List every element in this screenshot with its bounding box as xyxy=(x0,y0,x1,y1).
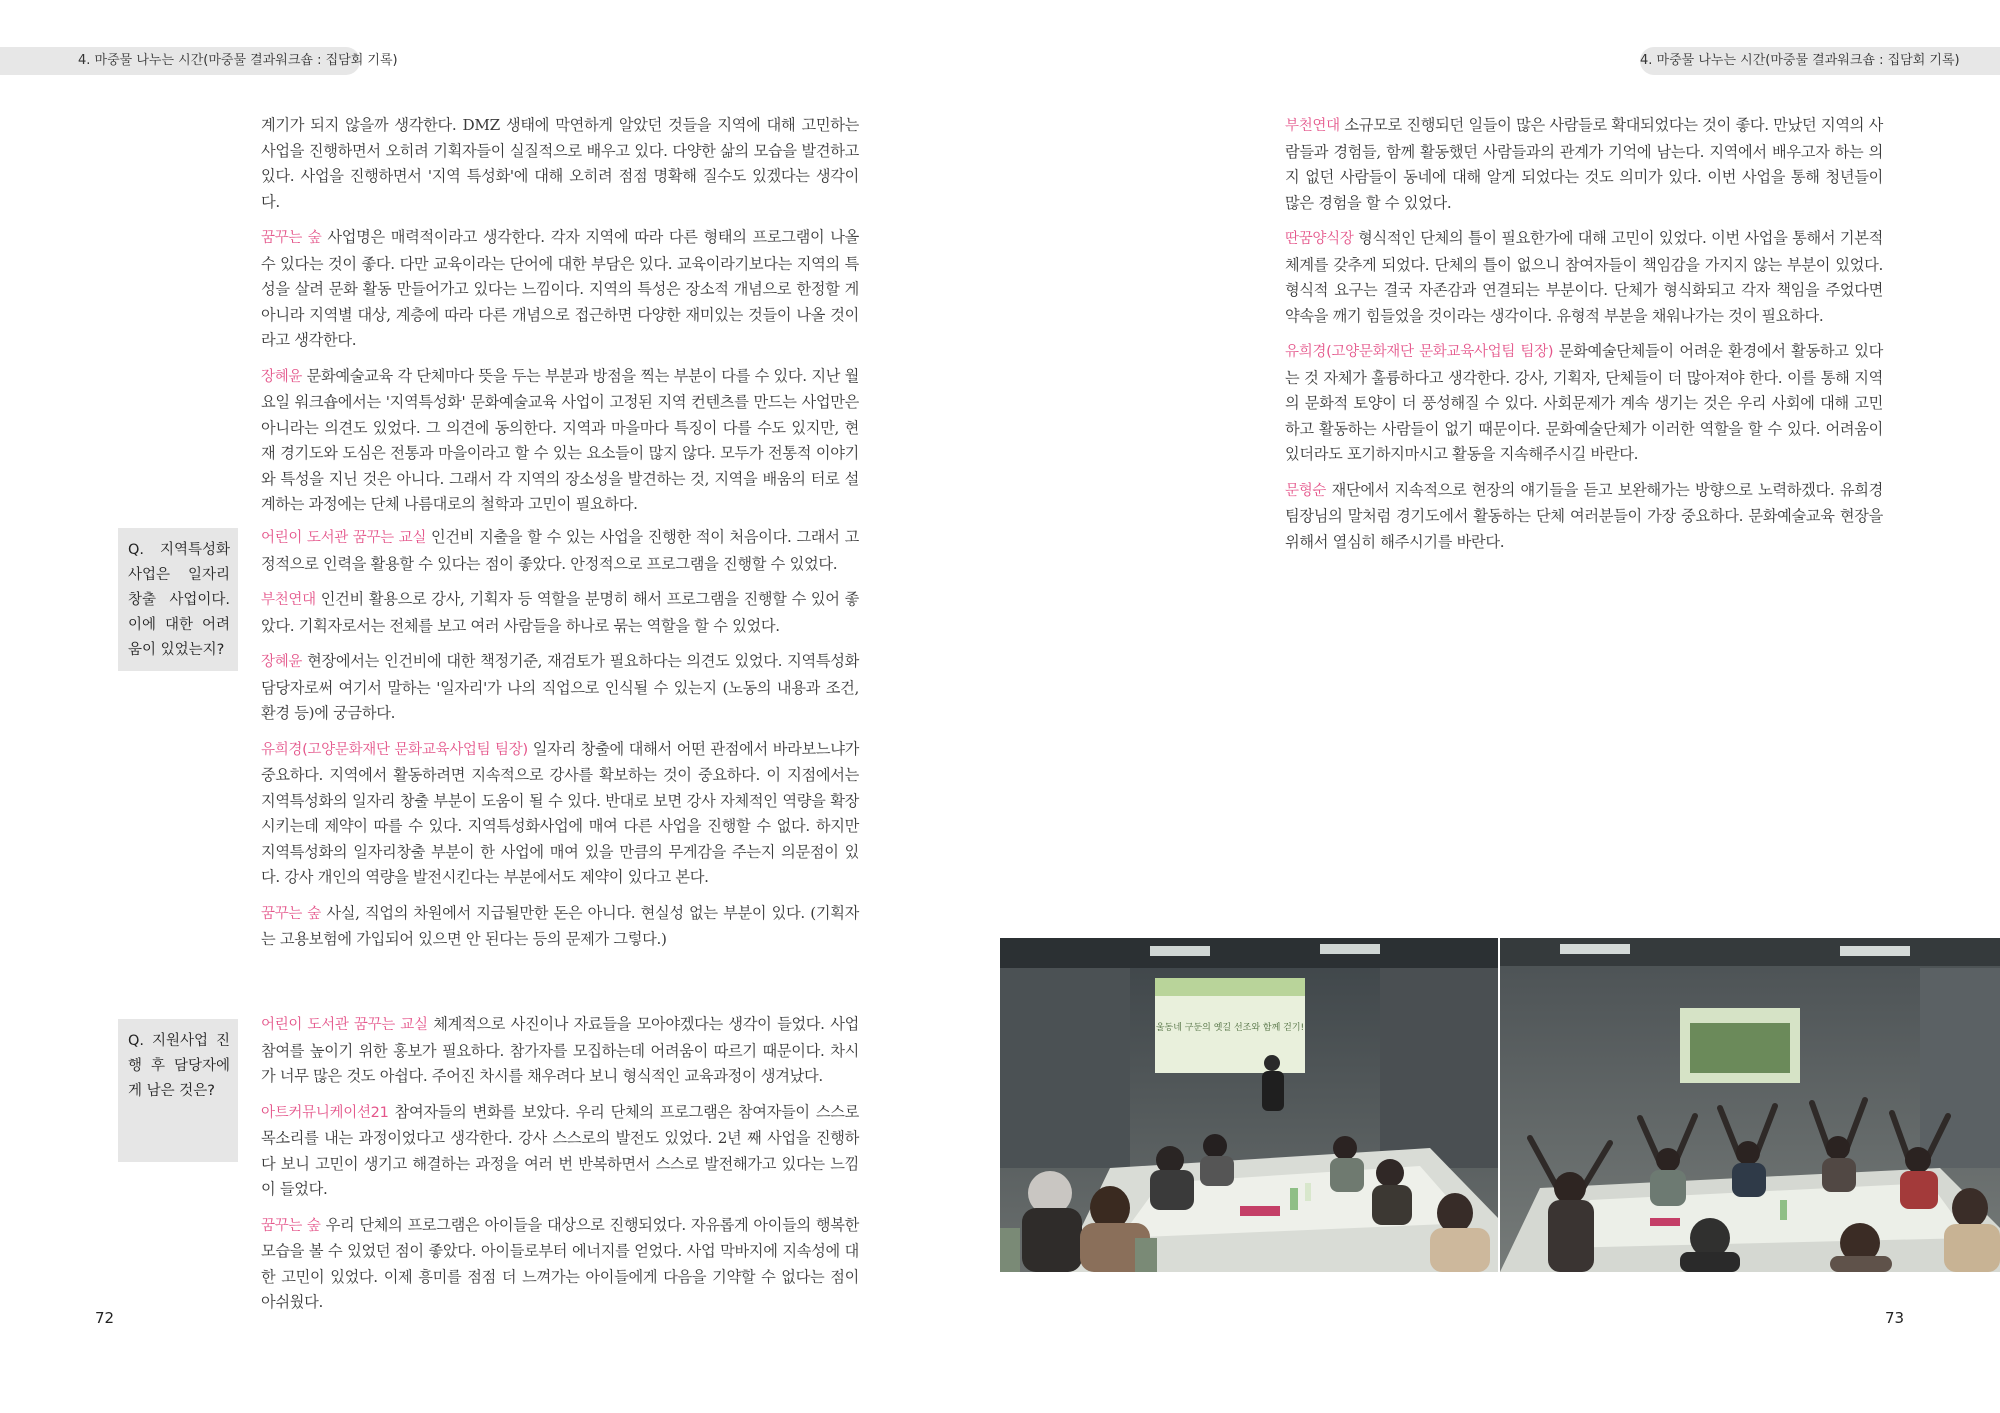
answer-paragraph: 장혜윤 현장에서는 인건비에 대한 책정기준, 재검토가 필요하다는 의견도 있었다. 지역특성화 담당자로써 여기서 말하는 '일자리'가 나의 직업으로 인식될 수 있는지 (노동의 내용과 조건, 환경 등)에 궁금하다. xyxy=(261,652,859,722)
q1-answers xyxy=(261,525,859,963)
speaker-name: 꿈꾸는 숲 xyxy=(261,905,321,922)
answer-paragraph: 어린이 도서관 꿈꾸는 교실 인건비 지출을 할 수 있는 사업을 진행한 적이 처음이다. 그래서 고정적으로 인력을 활용할 수 있다는 점이 좋았다. 안정적으로 프로그램을 진행할 수 있었다. xyxy=(261,528,859,573)
page-number-right: 73 xyxy=(1885,1309,1905,1327)
right-text-section xyxy=(1285,113,1883,565)
speaker-name: 부천연대 xyxy=(1285,118,1340,134)
answer-paragraph: 유희경(고양문화재단 문화교육사업팀 팀장) 일자리 창출에 대해서 어떤 관점에서 바라보느냐가 중요하다. 지역에서 활동하려면 지속적으로 강사를 확보하는 것이 중요하다. 이 지점에서는 지역특성화의 일자리 창출 부분이 도움이 될 수 있다. 반대로 보면 강사 자체적인 역량을 확장시키는데 제약이 따를 수 있다. 지역특성화사업에 매여 다른 사업을 진행할 수 없다. 하지만 지역특성화의 일자리창출 부분이 한 사업에 매여 있을 만큼의 무게감을 주는지 의문점이 있다. 강사 개인의 역량을 발전시킨다는 부분에서도 제약이 있다고 본다. xyxy=(261,739,859,886)
running-header-left: 4. 마중물 나누는 시간(마중물 결과워크숍 : 집담회 기록) xyxy=(0,47,360,75)
speaker-name: 어린이 도서관 꿈꾸는 교실 xyxy=(261,530,427,546)
slide-text: 울동네 구둔의 옛길 선조와 함께 걷기! xyxy=(1155,1023,1305,1033)
paragraph: 부천연대 소규모로 진행되던 일들이 많은 사람들로 확대되었다는 것이 좋다. 만났던 지역의 사람들과 경험들, 함께 활동했던 사람들과의 관계가 기억에 남는다. 지역에서 배우고자 하는 의지 없던 사람들이 동네에 대해 알게 되었다는 것도 의미가 있다. 이번 사업을 통해 청년들이 많은 경험을 할 수 있었다. xyxy=(1285,116,1883,212)
speaker-name: 유희경(고양문화재단 문화교육사업팀 팀장) xyxy=(1285,344,1554,360)
speaker-name: 어린이 도서관 꿈꾸는 교실 xyxy=(261,1017,428,1033)
paragraph: 계기가 되지 않을까 생각한다. DMZ 생태에 막연하게 알았던 것들을 지역에 대해 고민하는 사업을 진행하면서 오히려 기획자들이 실질적으로 배우고 있다. 다양한 삶의 모습을 발견하고 있다. 사업을 진행하면서 '지역 특성화'에 대해 오히려 점점 명확해 질수도 있겠다는 생각이다. xyxy=(261,116,859,211)
question-box-1: Q. 지역특성화 사업은 일자리 창출 사업이다. 이에 대한 어려움이 있었는지? xyxy=(118,528,238,671)
speaker-name: 딴꿈양식장 xyxy=(1285,231,1354,247)
paragraph: 꿈꾸는 숲 사업명은 매력적이라고 생각한다. 각자 지역에 따라 다른 형태의 프로그램이 나올 수 있다는 것이 좋다. 다만 교육이라는 단어에 대한 부담은 있다. 교육이라기보다는 지역의 특성을 살려 문화 활동 만들어가고 있다는 느낌이다. 지역의 특성은 장소적 개념으로 한정할 게 아니라 지역별 대상, 계층에 따라 다른 개념으로 접근하면 다양한 재미있는 것들이 나올 것이라고 생각한다. xyxy=(261,228,859,349)
speaker-name: 꿈꾸는 숲 xyxy=(261,1217,321,1234)
answer-paragraph: 꿈꾸는 숲 우리 단체의 프로그램은 아이들을 대상으로 진행되었다. 자유롭게 아이들의 행복한 모습을 볼 수 있었던 점이 좋았다. 아이들로부터 에너지를 얻었다. 사업 막바지에 지속성에 대한 고민이 있었다. 이제 흥미를 점점 더 느껴가는 아이들에게 다음을 기약할 수 없다는 점이 아쉬웠다. xyxy=(261,1215,859,1311)
speaker-name: 장혜윤 xyxy=(261,368,303,385)
answer-paragraph: 아트커뮤니케이션21 참여자들의 변화를 보았다. 우리 단체의 프로그램은 참여자들이 스스로 목소리를 내는 과정이었다고 생각한다. 강사 스스로의 발전도 있었다. 2년 째 사업을 진행하다 보니 고민이 생기고 해결하는 과정을 여러 번 반복하면서 스스로 발전해가고 있다는 느낌이 들었다. xyxy=(261,1102,859,1198)
left-intro-section xyxy=(261,113,859,528)
answer-paragraph: 부천연대 인건비 활용으로 강사, 기획자 등 역할을 분명히 해서 프로그램을 진행할 수 있어 좋았다. 기획자로서는 전체를 보고 여러 사람들을 하나로 묶는 역할을 할 수 있었다. xyxy=(261,590,859,635)
speaker-name: 유희경(고양문화재단 문화교육사업팀 팀장) xyxy=(261,741,528,758)
paragraph: 유희경(고양문화재단 문화교육사업팀 팀장) 문화예술단체들이 어려운 환경에서 활동하고 있다는 것 자체가 훌륭하다고 생각한다. 강사, 기획자, 단체들이 더 많아져야 한다. 이를 통해 지역의 문화적 토양이 더 풍성해질 수 있다. 사회문제가 계속 생기는 것은 우리 사회에 대해 고민하고 활동하는 사람들이 없기 때문이다. 문화예술단체가 이러한 역할을 할 수 있다. 어려움이 있더라도 포기하지마시고 활동을 지속해주시길 바란다. xyxy=(1285,342,1883,463)
running-header-right: 4. 마중물 나누는 시간(마중물 결과워크숍 : 집담회 기록) xyxy=(1640,47,2000,75)
answer-paragraph: 어린이 도서관 꿈꾸는 교실 체계적으로 사진이나 자료들을 모아야겠다는 생각이 들었다. 사업 참여를 높이기 위한 홍보가 필요하다. 참가자를 모집하는데 어려움이 따르기 때문이다. 차시가 너무 많은 것도 아쉽다. 주어진 차시를 채우려다 보니 형식적인 교육과정이 생겨났다. xyxy=(261,1015,859,1085)
workshop-photo-presentation xyxy=(1000,938,1498,1272)
workshop-photo-activity xyxy=(1500,938,2000,1272)
paragraph: 장혜윤 문화예술교육 각 단체마다 뜻을 두는 부분과 방점을 찍는 부분이 다를 수 있다. 지난 월요일 워크숍에서는 '지역특성화' 문화예술교육 사업이 고정된 지역 컨텐츠를 만드는 사업만은 아니라는 의견도 있었다. 그 의견에 동의한다. 지역과 마을마다 특징이 다를 수도 있지만, 현재 경기도와 도심은 전통과 마을이라고 할 수 있는 요소들이 많지 않다. 모두가 전통적 이야기와 특성을 지닌 것은 아니다. 그래서 각 지역의 장소성을 발견하는 것, 지역을 배움의 터로 설계하는 과정에는 단체 나름대로의 철학과 고민이 필요하다. xyxy=(261,366,859,513)
speaker-name: 문형순 xyxy=(1285,482,1327,499)
speaker-name: 꿈꾸는 숲 xyxy=(261,230,322,246)
paragraph: 딴꿈양식장 형식적인 단체의 틀이 필요한가에 대해 고민이 있었다. 이번 사업을 통해서 기본적 체계를 갖추게 되었다. 단체의 틀이 없으니 참여자들이 책임감을 가지지 않는 부분이 있었다. 형식적 요구는 결국 자존감과 연결되는 부분이다. 단체가 형식화되고 각자 책임을 주었다면 약속을 깨기 힘들었을 것이라는 생각이다. 유형적 부분을 채워나가는 것이 필요하다. xyxy=(1285,229,1883,325)
paragraph: 문형순 재단에서 지속적으로 현장의 얘기들을 듣고 보완해가는 방향으로 노력하겠다. 유희경 팀장님의 말처럼 경기도에서 활동하는 단체 여러분들이 가장 중요하다. 문화예술교육 현장을 위해서 열심히 해주시기를 바란다. xyxy=(1285,480,1883,551)
page-number-left: 72 xyxy=(95,1309,115,1327)
q2-answers xyxy=(261,1012,859,1326)
question-box-2: Q. 지원사업 진행 후 담당자에게 남은 것은? xyxy=(118,1019,238,1162)
speaker-name: 부천연대 xyxy=(261,592,316,608)
speaker-name: 장혜윤 xyxy=(261,654,303,670)
answer-paragraph: 꿈꾸는 숲 사실, 직업의 차원에서 지급될만한 돈은 아니다. 현실성 없는 부분이 있다. (기획자는 고용보험에 가입되어 있으면 안 된다는 등의 문제가 그렇다.) xyxy=(261,903,859,948)
speaker-name: 아트커뮤니케이션21 xyxy=(261,1104,389,1121)
